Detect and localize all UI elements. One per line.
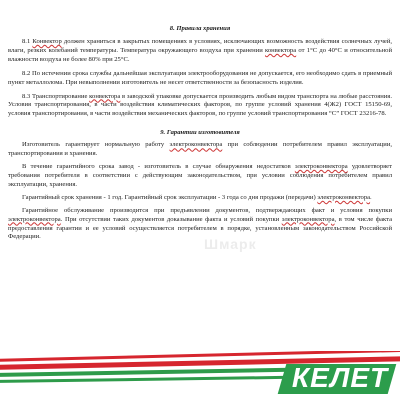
document-content xyxy=(8,24,392,242)
paragraph-8-1: 8.1 Конвектор должен храниться в закрытых помещениях в условиях, исключающих возможность воздействия солнечных лучей, влаги, резких колебаний температуры. Температура окружающего воздуха при хранении конвектора от 1°С до 40°С и относительной влажности воздуха не более 80% при 25°С. xyxy=(8,38,393,63)
paragraph-8-2: 8.2 По истечении срока службы дальнейшая эксплуатация электрооборудования не допускается, его необходимо сдать в приемный пункт металлолома. При невыполнении изготовитель не несет ответственности за безопасность изделия. xyxy=(8,69,392,86)
section-8-heading: 8. Правила хранения xyxy=(169,25,231,32)
paragraph-9-2: В течение гарантийного срока завод - изготовитель в случае обнаружения недостатков электроконвектора удовлетворяет требования потребителя в соответствии с действующим законодательством, при условии соблюдения потребителем правил эксплуатации, хранения. xyxy=(8,163,392,188)
paragraph-9-1: Изготовитель гарантирует нормальную работу электроконвектора при соблюдении потребителем правил эксплуатации, транспортирования и хранения. xyxy=(8,141,392,158)
paragraph-9-4: Гарантийное обслуживание производится при предъявлении документов, подтверждающих факт и условия покупки электроконвектора. При отсутствии таких документов доказывание факта и условий покупки электроконвектора, в том числе факта предоставления гарантии и ее условий осуществляется потребителем в порядке, установленным законодательством Российской Федерации. xyxy=(8,206,392,241)
green-stripe-thin xyxy=(0,376,290,383)
section-warranty xyxy=(8,128,392,242)
paragraph-9-3: Гарантийный срок хранения - 1 год. Гарантийный срок эксплуатации - 3 года со дня продажи (передачи) электроконвектора. xyxy=(22,193,372,201)
section-9-heading: 9. Гарантии изготовителя xyxy=(160,129,240,137)
brand-logo: КЕЛЕТ xyxy=(291,362,389,393)
paragraph-8-3: 8.3 Транспортирование конвектора в заводской упаковке допускается производить любым видом транспорта на любые расстояния. Условия транспортирования, в части воздействия климатических факторов, по группе условий хранения 4(Ж2) ГОСТ 15150-69, условия транспортирования, в части воздействия механических факторов, по группе условий транспортирования “С” ГОСТ 23216-78. xyxy=(8,92,392,118)
watermark-text: Шмарк xyxy=(204,236,257,252)
section-storage-rules xyxy=(8,24,392,119)
